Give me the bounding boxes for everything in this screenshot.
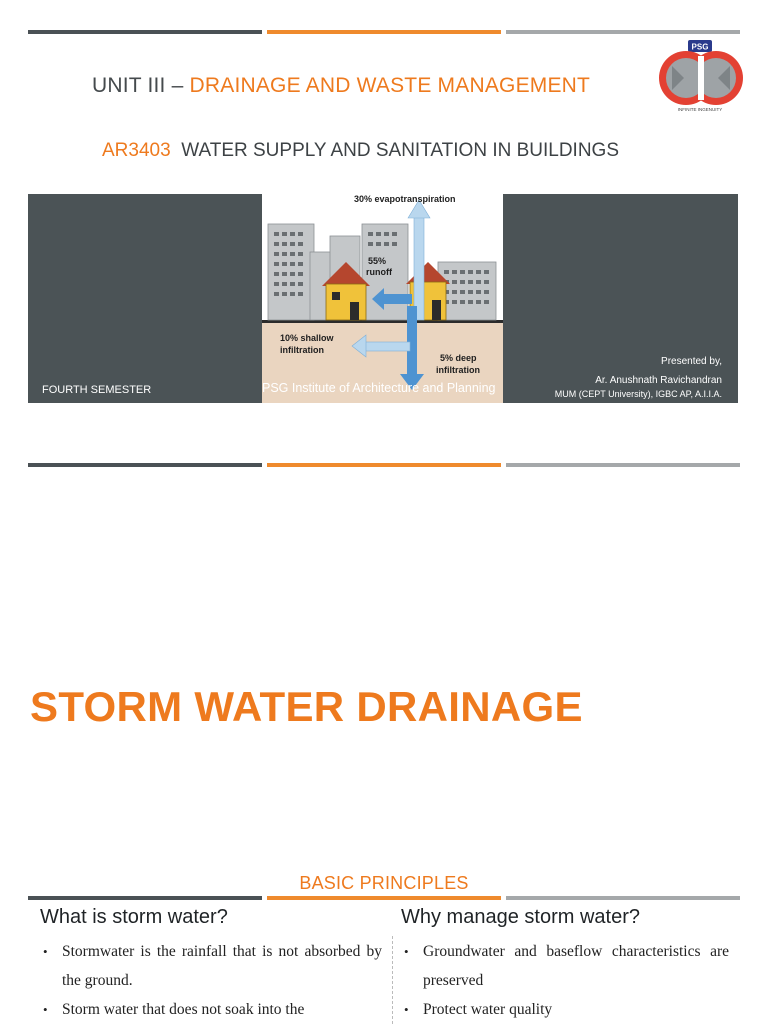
label-evapotranspiration: 30% evapotranspiration	[354, 194, 456, 204]
runoff-diagram	[262, 194, 503, 403]
presenter-name: Ar. Anushnath Ravichandran	[595, 375, 722, 386]
label-deep-1: 5% deep	[440, 353, 477, 363]
section-title: STORM WATER DRAINAGE	[30, 683, 583, 730]
label-deep-2: infiltration	[436, 365, 480, 375]
logo-badge: PSG	[691, 42, 709, 52]
institute-name: PSG Institute of Architecture and Planning	[262, 381, 496, 395]
semester-label: FOURTH SEMESTER	[42, 384, 152, 396]
presenter-credentials: MUM (CEPT University), IGBC AP, A.I.I.A.	[554, 389, 722, 399]
list-item: • Stormwater is the rainfall that is not absorbed by the ground.	[40, 937, 382, 995]
unit-title: UNIT III – DRAINAGE AND WASTE MANAGEMENT	[92, 74, 591, 97]
list-item: • Groundwater and baseflow characteristics are preserved	[401, 937, 729, 995]
mid-bar-orange	[267, 463, 501, 467]
top-bar-gray	[506, 30, 740, 34]
label-runoff: runoff	[366, 267, 392, 277]
psg-logo	[654, 38, 748, 114]
list-item: • Storm water that does not soak into the	[40, 995, 382, 1024]
principles-heading: BASIC PRINCIPLES	[299, 873, 469, 893]
low-bar-orange	[267, 896, 501, 900]
top-bar-orange	[267, 30, 501, 34]
label-shallow-1: 10% shallow	[280, 333, 334, 343]
right-column-list	[401, 937, 729, 1024]
right-column-heading: Why manage storm water?	[401, 906, 640, 928]
label-shallow-2: infiltration	[280, 345, 324, 355]
column-divider	[392, 936, 393, 1024]
logo-tagline: INFINITE INGENUITY	[677, 107, 723, 112]
list-item: • Protect water quality	[401, 995, 729, 1024]
mid-bar-gray	[506, 463, 740, 467]
low-bar-gray	[506, 896, 740, 900]
low-bar-dark	[28, 896, 262, 900]
mid-bar-dark	[28, 463, 262, 467]
label-runoff-pct: 55%	[368, 256, 387, 266]
left-column	[40, 906, 382, 1024]
course-title: AR3403 WATER SUPPLY AND SANITATION IN BUILDINGS	[102, 140, 620, 161]
presented-by-label: Presented by,	[661, 356, 722, 367]
right-column	[401, 906, 729, 1024]
top-bar-dark	[28, 30, 262, 34]
left-column-list	[40, 937, 382, 1024]
left-column-heading: What is storm water?	[40, 906, 228, 928]
